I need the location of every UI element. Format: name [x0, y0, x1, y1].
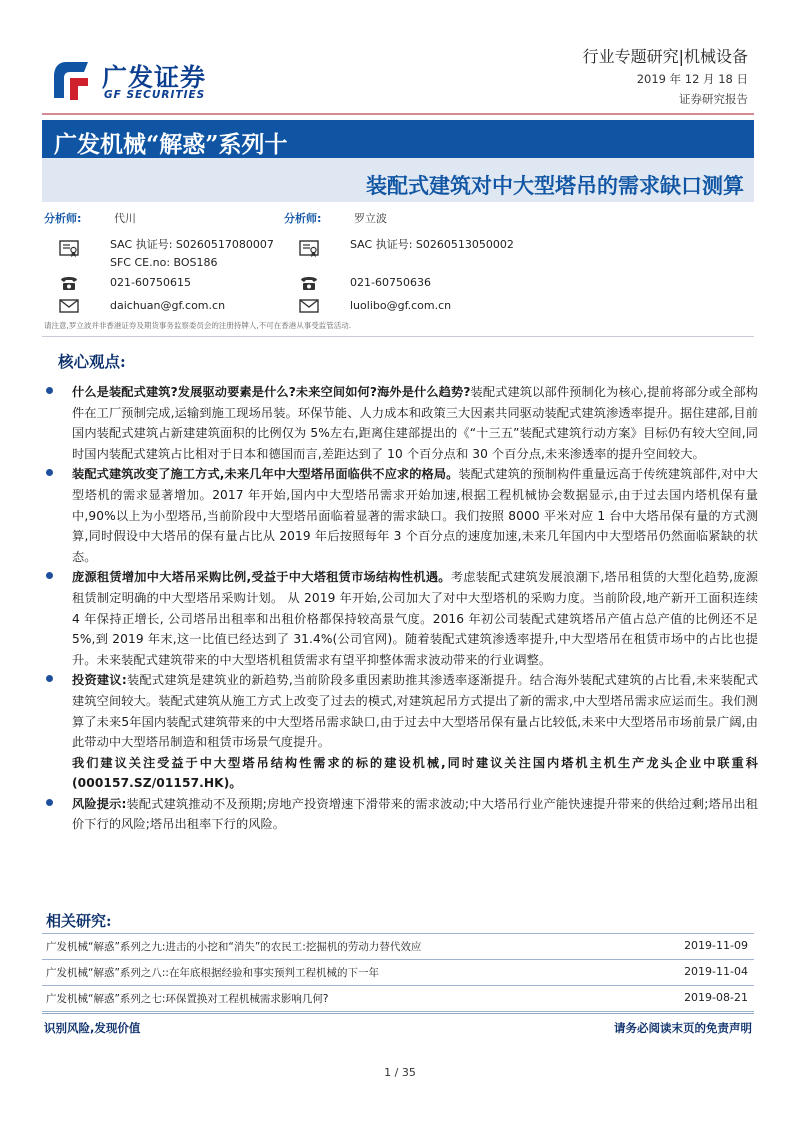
analyst-name: 罗立波 [354, 212, 387, 225]
bullet-icon [46, 572, 53, 579]
analyst-label: 分析师: [44, 212, 82, 225]
analyst-label: 分析师: [284, 212, 322, 225]
bullet-lead: 什么是装配式建筑?发展驱动要素是什么?未来空间如何?海外是什么趋势? [72, 385, 471, 399]
bullet-icon [46, 387, 53, 394]
related-heading: 相关研究: [46, 912, 112, 930]
analyst-sac: SAC 执证号: S0260513050002 [350, 238, 514, 251]
bullet-icon [46, 469, 53, 476]
analyst-email[interactable]: daichuan@gf.com.cn [110, 299, 226, 312]
report-type: 证券研究报告 [679, 92, 748, 106]
title-band [42, 120, 754, 202]
analyst-phone: 021-60750615 [110, 276, 191, 289]
core-bullet [42, 567, 758, 670]
bullet-paragraph [72, 464, 758, 567]
core-bullet [42, 794, 758, 835]
core-bullet [42, 382, 758, 464]
header-divider [42, 113, 754, 115]
series-bar [42, 120, 754, 158]
related-item[interactable] [42, 959, 754, 985]
analyst-email[interactable]: luolibo@gf.com.cn [350, 299, 452, 312]
footer-slogan: 识别风险,发现价值 [44, 1021, 141, 1035]
related-item[interactable] [42, 985, 754, 1012]
core-heading: 核心观点: [58, 352, 126, 371]
email-icon [58, 295, 80, 317]
bullet-text: 装配式建筑推动不及预期;房地产投资增速下滑带来的需求波动;中大塔吊行业产能快速提升带来的供给过剩;塔吊出租价下行的风险;塔吊出租率下行的风险。 [72, 796, 758, 832]
bullet-icon [46, 799, 53, 806]
bullet-text: 装配式建筑是建筑业的新趋势,当前阶段多重因素助推其渗透率逐渐提升。结合海外装配式建筑的占比看,未来装配式建筑空间较大。装配式建筑从施工方式上改变了过去的模式,对建筑起吊方式提出了新的需求,中大型塔吊需求应运而生。我们测算了未来5年国内装配式建筑带来的中大型塔吊需求缺口,由于过去中大型塔吊保有量占比较低,未来中大型塔吊市场前景广阔,由此带动中大型塔吊制造和租赁市场景气度提升。 [72, 673, 758, 750]
bullet-paragraph [72, 670, 758, 752]
footer-disclaimer-note: 请务必阅读末页的免责声明 [614, 1021, 752, 1035]
related-title[interactable]: 广发机械“解惑”系列之九:进击的小挖和“消失”的农民工:挖掘机的劳动力替代效应 [46, 941, 422, 953]
related-title[interactable]: 广发机械“解惑”系列之七:环保置换对工程机械需求影响几何? [46, 993, 329, 1005]
bullet-lead: 庞源租赁增加中大塔吊采购比例,受益于中大塔租赁市场结构性机遇。 [72, 570, 451, 585]
main-title: 装配式建筑对中大型塔吊的需求缺口测算 [366, 173, 744, 198]
core-bullet [42, 670, 758, 794]
analyst-name: 代川 [114, 212, 136, 225]
report-date: 2019 年 12 月 18 日 [636, 72, 748, 86]
section-divider [42, 336, 754, 337]
phone-icon [298, 272, 320, 294]
email-icon [298, 295, 320, 317]
related-title[interactable]: 广发机械“解惑”系列之八::在年底根据经验和事实预判工程机械的下一年 [46, 967, 379, 979]
series-title: 广发机械“解惑”系列十 [54, 131, 288, 158]
bullet-paragraph [72, 567, 758, 670]
bullet-lead: 装配式建筑改变了施工方式,未来几年中大型塔吊面临供不应求的格局。 [72, 467, 459, 482]
bullet-text: 装配式建筑的预制构件重量远高于传统建筑部件,对中大型塔机的需求显著增加。2017 年开始,国内中大型塔吊需求开始加速,根据工程机械协会数据显示,由于过去国内塔机保有量中,90%以上为小型塔吊,当前阶段中大型塔吊面临着显著的需求缺口。我们按照 8000 平米对应 1 台中大塔吊保有量的方式测算,同时假设中大塔吊的保有量占比从 2019 年后按照每年 3 个百分点的速度加速,未来几年国内中大型塔吊仍然面临紧缺的状态。 [72, 467, 758, 564]
core-bullet [42, 464, 758, 567]
bullet-paragraph [72, 794, 758, 835]
logo-en-text: GF SECURITIES [104, 89, 206, 101]
certificate-icon [298, 238, 320, 260]
footer-divider [42, 1013, 754, 1014]
analyst-card-1 [44, 206, 294, 326]
logo-cn-text: 广发证券 [102, 63, 207, 92]
related-item[interactable] [42, 933, 754, 959]
bullet-text: 装配式建筑以部件预制化为核心,提前将部分或全部构件在工厂预制完成,运输到施工现场吊装。环保节能、人力成本和政策三大因素共同驱动装配式建筑渗透率提升。据住建部,目前国内装配式建筑占新建建筑面积的比例仅为 5%左右,距离住建部提出的《“十三五”装配式建筑行动方案》目标仍有较大空间,同时国内装配式建筑占比相对于日本和德国而言,差距达到了 10 个百分点和 30 个百分点,未来渗透率的提升空间较大。 [72, 385, 758, 461]
bullet-lead: 投资建议: [72, 673, 127, 688]
bullet-lead: 风险提示: [72, 796, 127, 811]
bullet-text: 考虑装配式建筑发展浪潮下,塔吊租赁的大型化趋势,庞源租赁制定明确的中大型塔吊采购计划。 从 2019 年开始,公司加大了对中大型塔机的采购力度。当前阶段,地产新开工面积连续 4 年保持正增长, 公司塔吊出租率和出租价格都保持较高景气度。2016 年初公司装配式建筑塔吊产值占总产值的比例还不足 5%,到 2019 年末,这一比值已经达到了 31.4%(公司官网)。随着装配式建筑渗透率提升,中大型塔吊在租赁市场中的占比也提升。未来装配式建筑带来的中大型塔机租赁需求有望平抑整体需求波动带来的行业调整。 [72, 570, 758, 667]
analyst-notice: 请注意,罗立波并非香港证券及期货事务监察委员会的注册持牌人,不可在香港从事受监管活动. [44, 321, 352, 330]
bullet-paragraph [72, 382, 758, 464]
gf-logo-icon [48, 56, 96, 104]
phone-icon [58, 272, 80, 294]
related-date: 2019-11-04 [684, 965, 748, 978]
gf-logo [48, 56, 248, 106]
report-category: 行业专题研究|机械设备 [582, 47, 748, 66]
page-number: 1 / 35 [384, 1066, 416, 1079]
core-bullets [42, 382, 758, 835]
analyst-sfc: SFC CE.no: BOS186 [110, 256, 218, 269]
bullet-icon [46, 675, 53, 682]
analyst-sac: SAC 执证号: S0260517080007 [110, 238, 274, 251]
related-list [42, 933, 754, 1012]
related-date: 2019-08-21 [684, 991, 748, 1004]
analyst-phone: 021-60750636 [350, 276, 431, 289]
related-date: 2019-11-09 [684, 939, 748, 952]
analyst-card-2 [284, 206, 534, 326]
certificate-icon [58, 238, 80, 260]
investment-recommendation: 我们建议关注受益于中大型塔吊结构性需求的标的建设机械,同时建议关注国内塔机主机生产龙头企业中联重科(000157.SZ/01157.HK)。 [72, 755, 758, 791]
